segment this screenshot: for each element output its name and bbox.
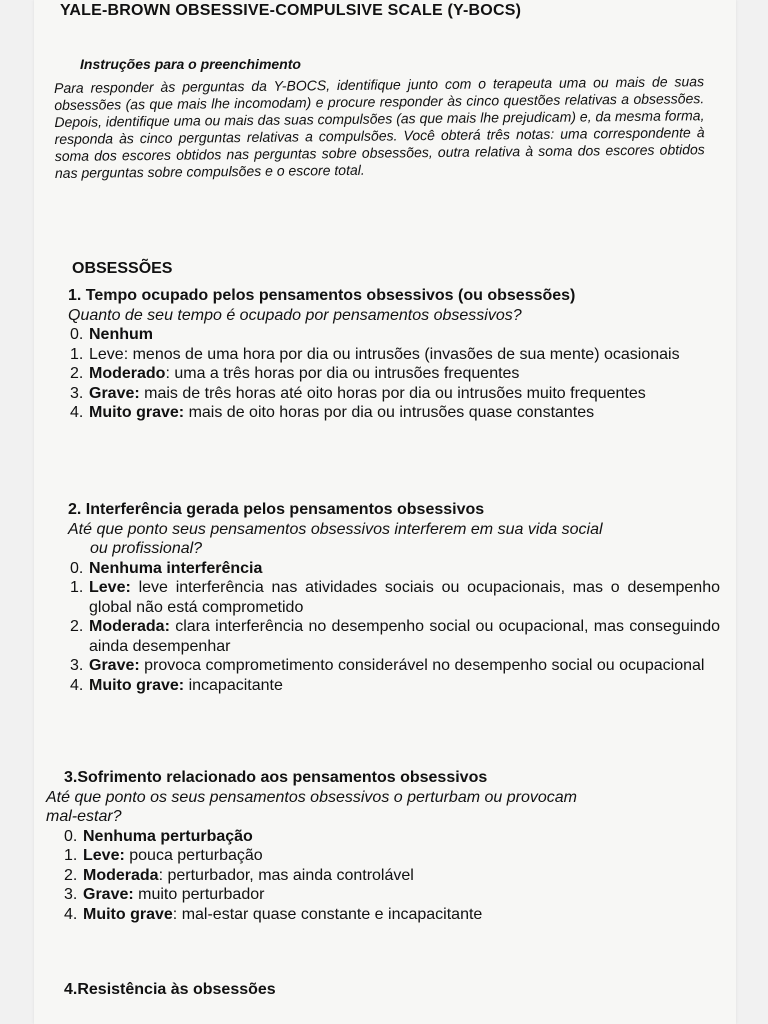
question-prompt: Até que ponto seus pensamentos obsessivos interferem em sua vida social ou profissional?: [68, 520, 603, 557]
question-title: 1. Tempo ocupado pelos pensamentos obsessivos (ou obsessões): [68, 287, 576, 304]
option-3: 3. Grave: muito perturbador: [64, 886, 265, 903]
option-3: 3. Grave: mais de três horas até oito horas por dia ou intrusões muito frequentes: [70, 384, 646, 402]
question-4: [64, 980, 724, 1000]
question-2: [60, 500, 720, 695]
question-title: 3.Sofrimento relacionado aos pensamentos obsessivos: [64, 769, 488, 786]
option-1: 1. Leve: menos de uma hora por dia ou intrusões (invasões de sua mente) ocasionais: [70, 345, 680, 363]
option-1: 1. Leve: leve interferência nas atividades sociais ou ocupacionais, mas o desempenho global não está comprometido: [70, 579, 720, 616]
document-title: YALE-BROWN OBSESSIVE-COMPULSIVE SCALE (Y-BOCS): [60, 2, 522, 19]
option-2: 2. Moderada: perturbador, mas ainda controlável: [64, 866, 414, 884]
question-prompt: Até que ponto os seus pensamentos obsessivos o perturbam ou provocam mal-estar?: [46, 788, 577, 825]
section-heading-obsessions: OBSESSÕES: [72, 260, 173, 277]
option-0: 0. Nenhuma interferência: [70, 559, 263, 577]
question-3: [46, 768, 722, 924]
question-prompt: Quanto de seu tempo é ocupado por pensamentos obsessivos?: [68, 306, 522, 324]
option-2: 2. Moderada: clara interferência no desempenho social ou ocupacional, mas conseguindo ainda desempenhar: [70, 618, 720, 655]
option-4: 4. Muito grave: mal-estar quase constante e incapacitante: [64, 905, 483, 923]
question-title: 2. Interferência gerada pelos pensamentos obsessivos: [68, 501, 485, 518]
instructions-body: Para responder às perguntas da Y-BOCS, identifique junto com o terapeuta uma ou mais de suas obsessões (as que mais lhe incomodam) e procure responder às cinco questões relativas a obsessões. Depois, identifique uma ou mais das suas compulsões (as que mais lhe prejudicam) e, da mesma forma, responda às cinco perguntas relativas a compulsões. Você obterá três notas: uma correspondente à soma dos escores obtidos nas perguntas sobre obsessões, outra relativa à soma dos escores obtidos nas perguntas sobre compulsões e o escore total.: [54, 73, 705, 181]
question-title: 4.Resistência às obsessões: [64, 981, 276, 998]
option-0: 0. Nenhuma perturbação: [64, 827, 253, 845]
option-list: [60, 325, 720, 423]
option-2: 2. Moderado: uma a três horas por dia ou intrusões frequentes: [70, 365, 520, 382]
instructions-heading: Instruções para o preenchimento: [80, 56, 301, 72]
option-3: 3. Grave: provoca comprometimento considerável no desempenho social ou ocupacional: [70, 657, 705, 674]
option-1: 1. Leve: pouca perturbação: [64, 847, 263, 864]
option-0: 0. Nenhum: [70, 326, 153, 343]
option-4: 4. Muito grave: mais de oito horas por dia ou intrusões quase constantes: [70, 404, 595, 421]
option-4: 4. Muito grave: incapacitante: [70, 676, 283, 694]
option-list: [46, 827, 722, 925]
option-list: [60, 559, 720, 696]
question-1: [60, 286, 720, 423]
